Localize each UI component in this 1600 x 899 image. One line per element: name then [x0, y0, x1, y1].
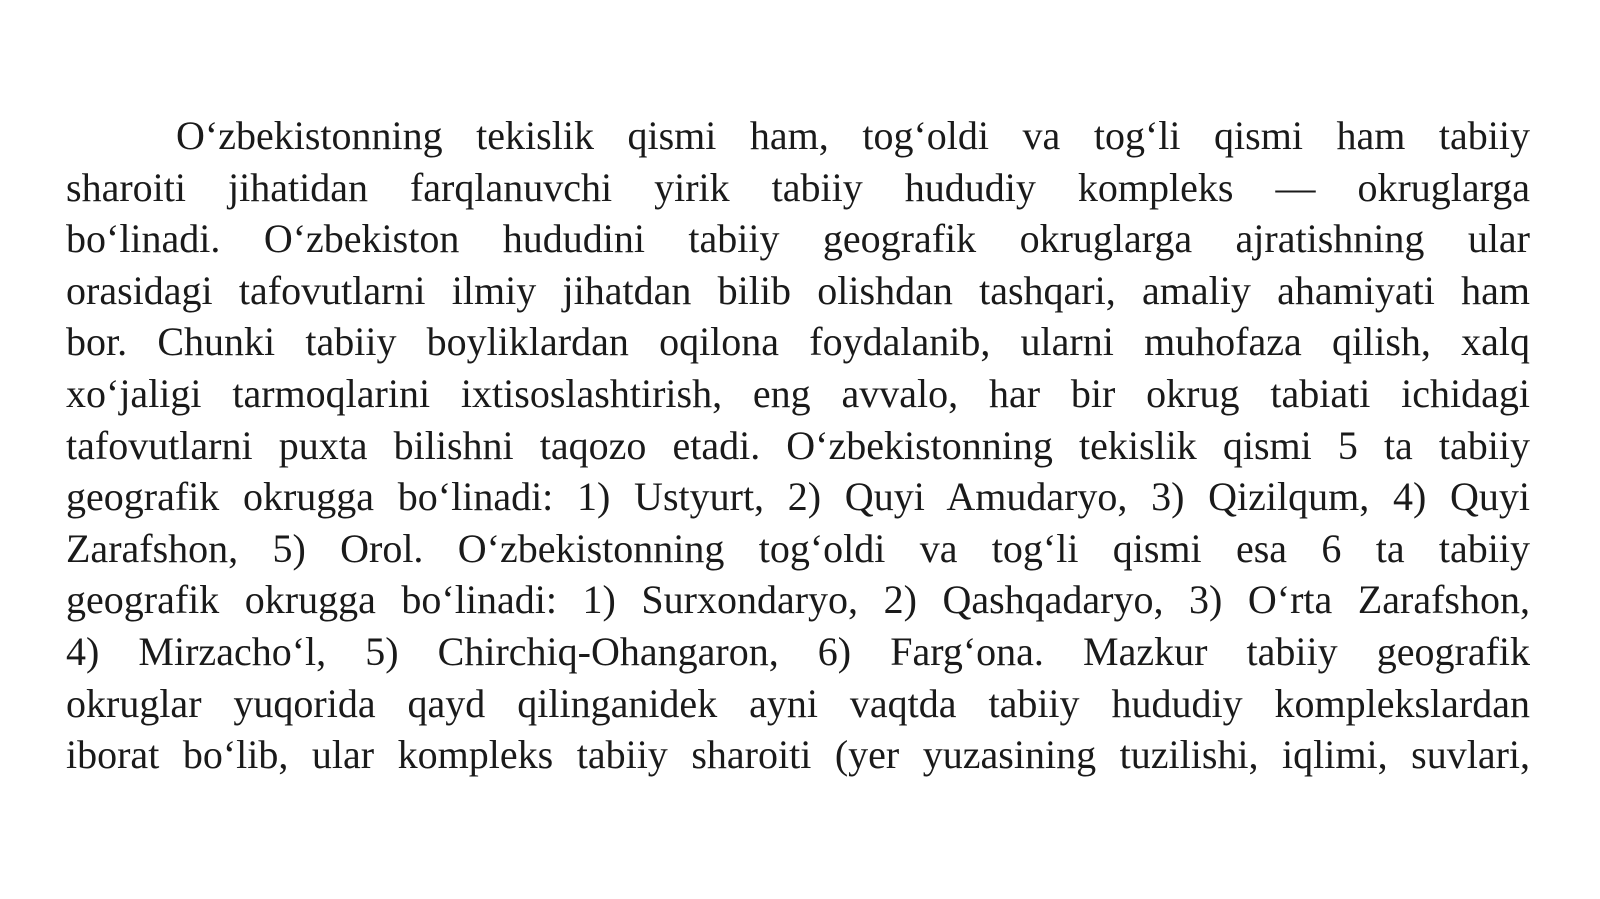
body-paragraph	[66, 110, 1530, 781]
paragraph-line: xo‘jaligi tarmoqlarini ixtisoslashtirish, eng avvalo, har bir okrug tabiati ichidagi	[66, 370, 1530, 416]
paragraph-line: bo‘linadi. O‘zbekiston hududini tabiiy geografik okruglarga ajratishning ular	[66, 216, 1530, 262]
paragraph-line: bor. Chunki tabiiy boyliklardan oqilona foydalanib, ularni muhofaza qilish, xalq	[66, 319, 1530, 365]
paragraph-line: tafovutlarni puxta bilishni taqozo etadi. O‘zbekistonning tekislik qismi 5 ta tabiiy	[66, 422, 1530, 468]
paragraph-line: sharoiti jihatidan farqlanuvchi yirik tabiiy hududiy kompleks — okruglarga	[66, 164, 1530, 210]
paragraph-line: orasidagi tafovutlarni ilmiy jihatdan bilib olishdan tashqari, amaliy ahamiyati ham	[66, 267, 1530, 313]
paragraph-line: okruglar yuqorida qayd qilinganidek ayni vaqtda tabiiy hududiy komplekslardan	[66, 680, 1530, 726]
paragraph-line: geografik okrugga bo‘linadi: 1) Ustyurt, 2) Quyi Amudaryo, 3) Qizilqum, 4) Quyi	[66, 474, 1530, 520]
paragraph-line: Zarafshon, 5) Orol. O‘zbekistonning tog‘oldi va tog‘li qismi esa 6 ta tabiiy	[66, 525, 1530, 571]
paragraph-line: geografik okrugga bo‘linadi: 1) Surxondaryo, 2) Qashqadaryo, 3) O‘rta Zarafshon,	[66, 577, 1530, 623]
paragraph-line: iborat bo‘lib, ular kompleks tabiiy sharoiti (yer yuzasining tuzilishi, iqlimi, suvlari,	[66, 732, 1530, 778]
paragraph-line: O‘zbekistonning tekislik qismi ham, tog‘oldi va tog‘li qismi ham tabiiy	[176, 113, 1530, 158]
paragraph-line: 4) Mirzacho‘l, 5) Chirchiq-Ohangaron, 6) Farg‘ona. Mazkur tabiiy geografik	[66, 628, 1530, 674]
